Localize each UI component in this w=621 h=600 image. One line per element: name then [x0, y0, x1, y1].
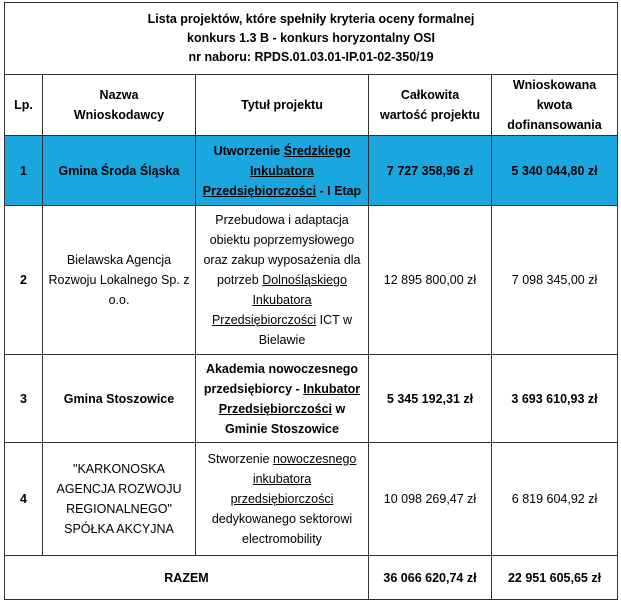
row-title-part: Stworzenie — [207, 452, 273, 466]
total-row — [5, 556, 618, 600]
table-row — [5, 206, 618, 355]
row-title — [196, 136, 369, 206]
row-name: Bielawska Agencja Rozwoju Lokalnego Sp. z o.o. — [43, 206, 196, 355]
header-funding-line-2: kwota — [536, 98, 573, 112]
table-title — [5, 3, 618, 75]
table-row — [5, 355, 618, 443]
row-title-part: - — [316, 183, 328, 198]
table-row — [5, 443, 618, 556]
row-title-part: Utworzenie — [213, 143, 284, 158]
row-title-link[interactable]: Średzkiego Inkubatora Przedsiębiorczości — [202, 143, 351, 198]
header-funding-line-1: Wnioskowana — [512, 78, 597, 92]
header-funding — [492, 75, 618, 136]
row-value: 12 895 800,00 zł — [369, 206, 492, 355]
row-title-part: ICT w Bielawie — [258, 313, 353, 347]
header-name-line-2: Wnioskodawcy — [73, 108, 165, 122]
row-title — [196, 206, 369, 355]
title-line-2: konkurs 1.3 B - konkurs horyzontalny OSI — [187, 31, 435, 45]
row-title-link[interactable]: nowoczesnego inkubatora przedsiębiorczości — [230, 452, 357, 506]
header-title: Tytuł projektu — [196, 75, 369, 136]
title-line-1: Lista projektów, które spełniły kryteria oceny formalnej — [147, 12, 475, 26]
table-title-row — [5, 3, 618, 75]
row-lp: 3 — [5, 355, 43, 443]
total-value: 36 066 620,74 zł — [369, 556, 492, 600]
header-name-line-1: Nazwa — [99, 88, 139, 102]
row-funding: 5 340 044,80 zł — [492, 136, 618, 206]
row-title-part: Akademia nowoczesnego przedsiębiorcy - — [203, 361, 359, 396]
row-value: 10 098 269,47 zł — [369, 443, 492, 556]
header-funding-line-3: dofinansowania — [507, 118, 602, 132]
row-lp: 2 — [5, 206, 43, 355]
row-name: "KARKONOSKA AGENCJA ROZWOJU REGIONALNEGO" SPÓŁKA AKCYJNA — [43, 443, 196, 556]
row-title-part: w Gminie Stoszowice — [225, 401, 346, 436]
row-title-part: I Etap — [327, 183, 362, 198]
header-lp: Lp. — [5, 75, 43, 136]
header-row — [5, 75, 618, 136]
row-title-part: dedykowanego sektorowi electromobility — [211, 512, 353, 546]
projects-table — [4, 2, 618, 600]
row-value: 7 727 358,96 zł — [369, 136, 492, 206]
row-name: Gmina Środa Śląska — [43, 136, 196, 206]
row-funding: 6 819 604,92 zł — [492, 443, 618, 556]
row-name: Gmina Stoszowice — [43, 355, 196, 443]
row-title-part: Przebudowa i adaptacja obiektu poprzemysłowego oraz zakup wyposażenia dla potrzeb — [203, 213, 361, 287]
row-funding: 7 098 345,00 zł — [492, 206, 618, 355]
header-value — [369, 75, 492, 136]
row-title-link[interactable]: Inkubator Przedsiębiorczości — [218, 381, 361, 416]
header-value-line-1: Całkowita — [400, 88, 460, 102]
header-value-line-2: wartość projektu — [379, 108, 481, 122]
total-funding: 22 951 605,65 zł — [492, 556, 618, 600]
row-title-link[interactable]: Dolnośląskiego Inkubatora Przedsiębiorczości — [211, 273, 347, 327]
row-value: 5 345 192,31 zł — [369, 355, 492, 443]
row-lp: 4 — [5, 443, 43, 556]
total-label: RAZEM — [5, 556, 369, 600]
row-title — [196, 355, 369, 443]
title-line-3: nr naboru: RPDS.01.03.01-IP.01-02-350/19 — [188, 50, 434, 64]
row-funding: 3 693 610,93 zł — [492, 355, 618, 443]
header-name — [43, 75, 196, 136]
table-row — [5, 136, 618, 206]
row-lp: 1 — [5, 136, 43, 206]
row-title — [196, 443, 369, 556]
